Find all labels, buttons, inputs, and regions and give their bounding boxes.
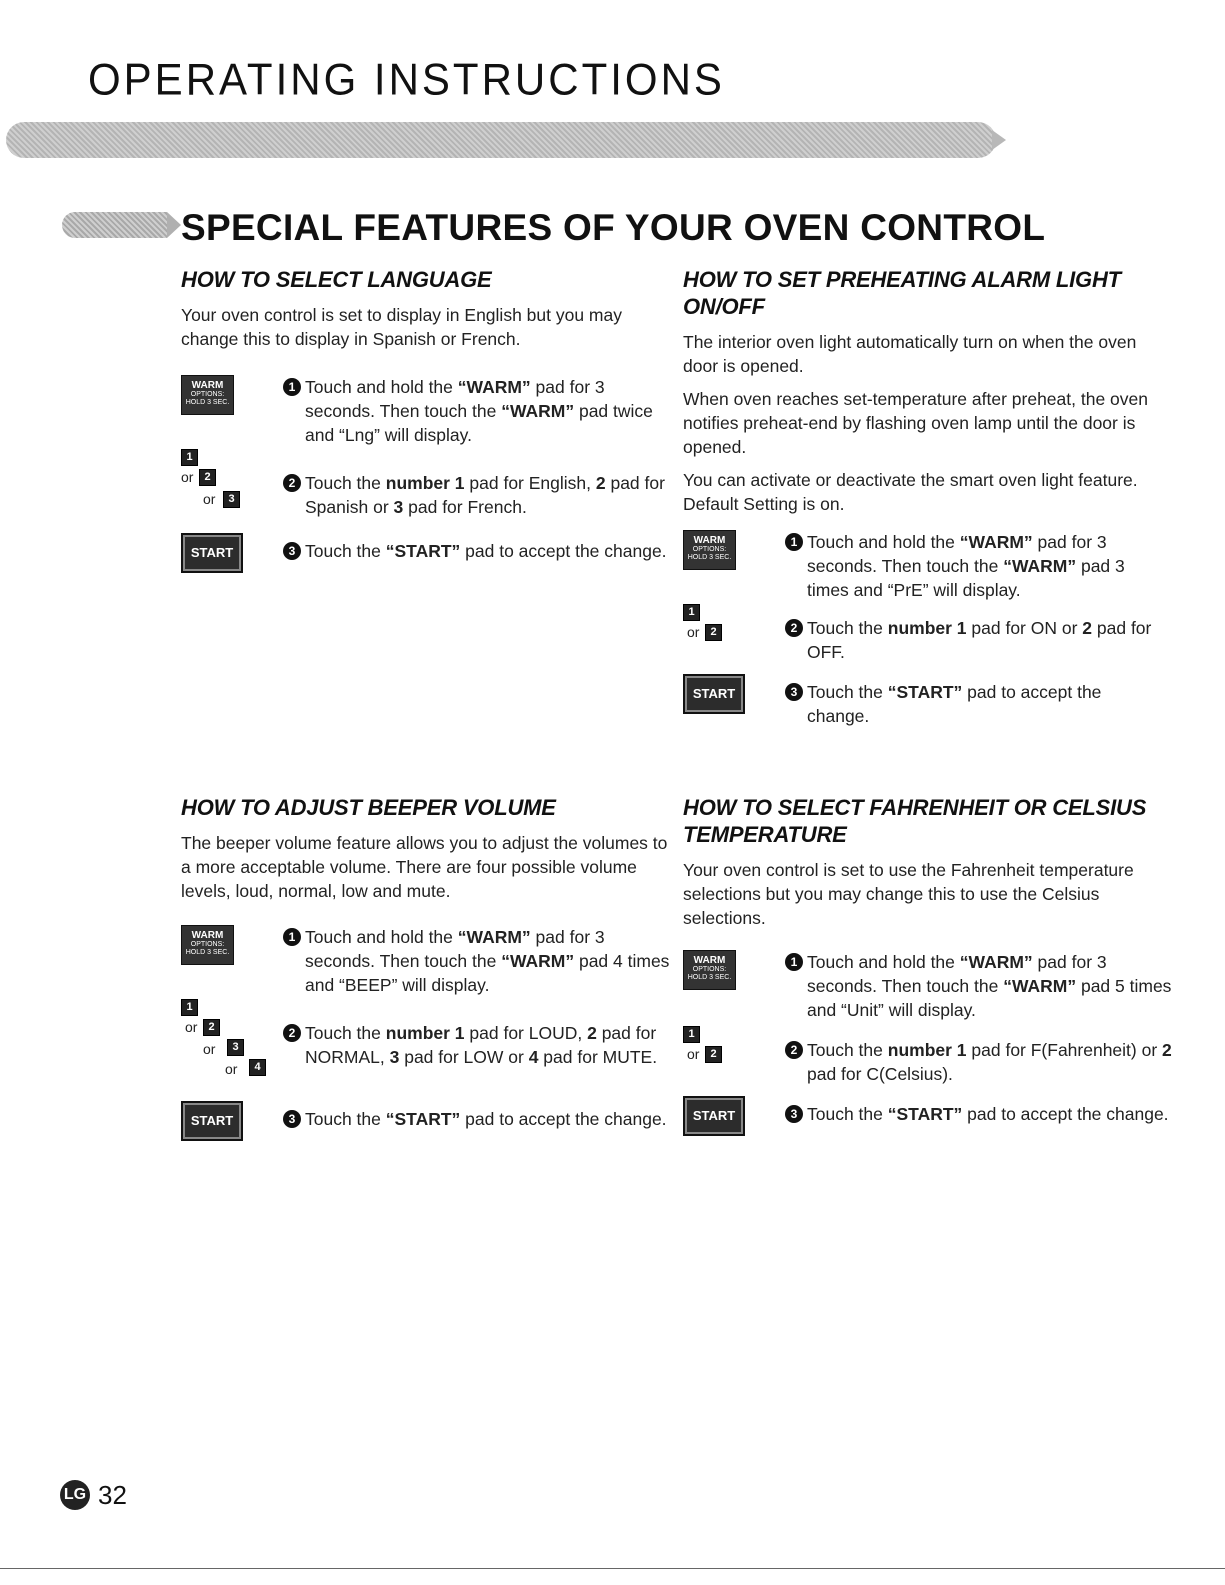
section-title: SPECIAL FEATURES OF YOUR OVEN CONTROL [181, 207, 1046, 248]
beeper-step-3 [181, 1107, 671, 1157]
temperature-step-3-text: Touch the “START” pad to accept the change. [807, 1104, 1169, 1124]
start-pad-icon: START [181, 533, 243, 573]
step-number-2-icon: 2 [283, 474, 301, 492]
footer-divider [0, 1568, 1225, 1569]
temperature-step-2 [683, 1028, 1173, 1088]
temperature-step-1-text: Touch and hold the “WARM” pad for 3 seconds. Then touch the “WARM” pad 5 times and “Unit” will display. [807, 952, 1172, 1020]
preheat-step-3 [683, 680, 1163, 730]
start-pad-icon: START [683, 674, 745, 714]
start-pad-icon: START [181, 1101, 243, 1141]
beeper-heading: HOW TO ADJUST BEEPER VOLUME [181, 795, 556, 820]
warm-pad-icon: WARM OPTIONS: HOLD 3 SEC. [181, 375, 234, 415]
beeper-step-3-text: Touch the “START” pad to accept the change. [305, 1109, 667, 1129]
temperature-step-2-text: Touch the number 1 pad for F(Fahrenheit) or 2 pad for C(Celsius). [807, 1040, 1172, 1084]
preheat-step-3-text: Touch the “START” pad to accept the change. [807, 682, 1102, 726]
step-number-3-icon: 3 [785, 1105, 803, 1123]
page-title: OPERATING INSTRUCTIONS [88, 54, 725, 105]
lg-logo-icon: LG [60, 1480, 90, 1510]
language-step-1-text: Touch and hold the “WARM” pad for 3 seconds. Then touch the “WARM” pad twice and “Lng” will display. [305, 377, 653, 445]
temperature-heading: HOW TO SELECT FAHRENHEIT OR CELSIUS TEMPERATURE [683, 795, 1147, 847]
language-intro: Your oven control is set to display in English but you may change this to display in Spanish or French. [181, 305, 622, 349]
temperature-step-1 [683, 950, 1173, 1022]
warm-pad-icon: WARM OPTIONS: HOLD 3 SEC. [683, 530, 736, 570]
beeper-step-2-text: Touch the number 1 pad for LOUD, 2 pad for NORMAL, 3 pad for LOW or 4 pad for MUTE. [305, 1023, 658, 1067]
step-number-1-icon: 1 [283, 928, 301, 946]
language-block [181, 266, 671, 589]
step-number-2-icon: 2 [785, 1041, 803, 1059]
beeper-step-2 [181, 1001, 671, 1093]
step-number-1-icon: 1 [785, 953, 803, 971]
language-step-1 [181, 375, 671, 447]
preheat-intro: The interior oven light automatically turn on when the oven door is opened. When oven reaches set-temperature after preheat, the oven notifies preheat-end by flashing oven lamp until the door is opened. You can activate or deactivate the smart oven light feature. Default Setting is on. [683, 332, 1148, 514]
step-number-1-icon: 1 [785, 533, 803, 551]
preheat-block [683, 266, 1163, 730]
preheat-heading: HOW TO SET PREHEATING ALARM LIGHT ON/OFF [683, 267, 1121, 319]
language-step-3 [181, 539, 671, 589]
start-pad-icon: START [683, 1096, 745, 1136]
beeper-step-1 [181, 925, 671, 997]
temperature-step-3 [683, 1102, 1173, 1152]
temperature-block [683, 794, 1173, 1152]
number-pads-icon: 1 or 2 or 3 or 4 [181, 999, 271, 1089]
step-number-3-icon: 3 [283, 1110, 301, 1128]
step-number-1-icon: 1 [283, 378, 301, 396]
warm-pad-icon: WARM OPTIONS: HOLD 3 SEC. [181, 925, 234, 965]
step-number-2-icon: 2 [283, 1024, 301, 1042]
preheat-step-1 [683, 530, 1163, 602]
beeper-intro: The beeper volume feature allows you to adjust the volumes to a more acceptable volume. There are four possible volume levels, loud, normal, low and mute. [181, 833, 668, 901]
section-marker-arrow [62, 212, 167, 238]
step-number-2-icon: 2 [785, 619, 803, 637]
language-step-3-text: Touch the “START” pad to accept the change. [305, 541, 667, 561]
number-pads-icon: 1 or 2 [683, 1026, 773, 1096]
preheat-step-2-text: Touch the number 1 pad for ON or 2 pad for OFF. [807, 618, 1152, 662]
number-pads-icon: 1 or 2 [683, 604, 773, 674]
preheat-step-1-text: Touch and hold the “WARM” pad for 3 seconds. Then touch the “WARM” pad 3 times and “PrE” will display. [807, 532, 1125, 600]
language-step-2 [181, 451, 671, 531]
step-number-3-icon: 3 [785, 683, 803, 701]
temperature-intro: Your oven control is set to use the Fahrenheit temperature selections but you may change this to use the Celsius selections. [683, 860, 1134, 928]
warm-pad-icon: WARM OPTIONS: HOLD 3 SEC. [683, 950, 736, 990]
step-number-3-icon: 3 [283, 542, 301, 560]
language-step-2-text: Touch the number 1 pad for English, 2 pad for Spanish or 3 pad for French. [305, 473, 665, 517]
language-heading: HOW TO SELECT LANGUAGE [181, 267, 492, 292]
beeper-block [181, 794, 671, 1157]
header-decorative-bar [6, 122, 996, 158]
page-number: 32 [98, 1480, 127, 1510]
number-pads-icon: 1 or 2 or 3 [181, 449, 271, 519]
preheat-step-2 [683, 606, 1163, 666]
beeper-step-1-text: Touch and hold the “WARM” pad for 3 seconds. Then touch the “WARM” pad 4 times and “BEEP” will display. [305, 927, 670, 995]
